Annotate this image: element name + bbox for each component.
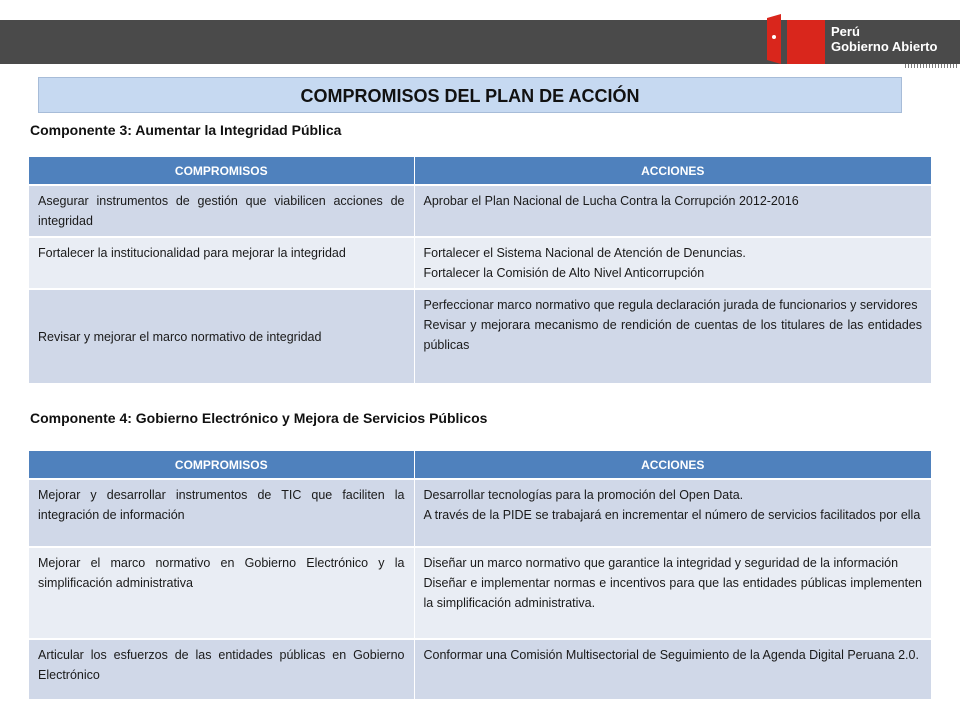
component-4-heading: Componente 4: Gobierno Electrónico y Mejora de Servicios Públicos: [30, 410, 488, 426]
table-row: [29, 185, 931, 237]
table-header-row: [29, 157, 931, 185]
logo-text: [831, 24, 937, 54]
action-text: A través de la PIDE se trabajará en incrementar el número de servicios facilitados por ella: [423, 508, 921, 522]
action-text: Perfeccionar marco normativo que regula declaración jurada de funcionarios y servidores: [423, 298, 918, 312]
action-text: Diseñar e implementar normas e incentivos para que las entidades públicas implementen la simplificación administrativa.: [423, 576, 922, 610]
table-row: [29, 639, 931, 699]
commitment-cell: Revisar y mejorar el marco normativo de integridad: [29, 289, 414, 383]
logo-red-block: [787, 20, 825, 64]
action-text: Diseñar un marco normativo que garantice la integridad y seguridad de la información: [423, 556, 899, 570]
column-header-actions: ACCIONES: [414, 451, 931, 479]
table-row: [29, 479, 931, 547]
logo-stripes: [905, 64, 957, 68]
actions-cell: [414, 237, 931, 289]
action-text: Conformar una Comisión Multisectorial de Seguimiento de la Agenda Digital Peruana 2.0.: [423, 648, 919, 662]
page-title: COMPROMISOS DEL PLAN DE ACCIÓN: [38, 77, 902, 113]
logo-line-1: Perú: [831, 24, 860, 39]
action-text: Desarrollar tecnologías para la promoción del Open Data.: [423, 488, 744, 502]
commitment-cell: Fortalecer la institucionalidad para mejorar la integridad: [29, 237, 414, 289]
actions-cell: [414, 289, 931, 383]
peru-emblem-icon: [767, 14, 781, 64]
table-row: [29, 237, 931, 289]
action-text: Aprobar el Plan Nacional de Lucha Contra la Corrupción 2012-2016: [423, 194, 799, 208]
table-row: [29, 547, 931, 639]
commitment-cell: Mejorar y desarrollar instrumentos de TIC que faciliten la integración de información: [29, 479, 414, 547]
column-header-actions: ACCIONES: [414, 157, 931, 185]
component-4-table: [29, 451, 931, 699]
actions-cell: [414, 479, 931, 547]
column-header-commitments: COMPROMISOS: [29, 157, 414, 185]
commitment-cell: Mejorar el marco normativo en Gobierno Electrónico y la simplificación administrativa: [29, 547, 414, 639]
actions-cell: [414, 547, 931, 639]
actions-cell: [414, 185, 931, 237]
actions-cell: [414, 639, 931, 699]
action-text: Fortalecer el Sistema Nacional de Atención de Denuncias.: [423, 246, 746, 260]
column-header-commitments: COMPROMISOS: [29, 451, 414, 479]
table-header-row: [29, 451, 931, 479]
component-3-table: [29, 157, 931, 383]
action-text: Fortalecer la Comisión de Alto Nivel Anticorrupción: [423, 266, 705, 280]
commitment-cell: Articular los esfuerzos de las entidades públicas en Gobierno Electrónico: [29, 639, 414, 699]
logo-line-2: Gobierno Abierto: [831, 39, 938, 54]
action-text: Revisar y mejorara mecanismo de rendición de cuentas de los titulares de las entidades públicas: [423, 318, 922, 352]
commitment-cell: Asegurar instrumentos de gestión que viabilicen acciones de integridad: [29, 185, 414, 237]
table-row: [29, 289, 931, 383]
component-3-heading: Componente 3: Aumentar la Integridad Pública: [30, 122, 342, 138]
